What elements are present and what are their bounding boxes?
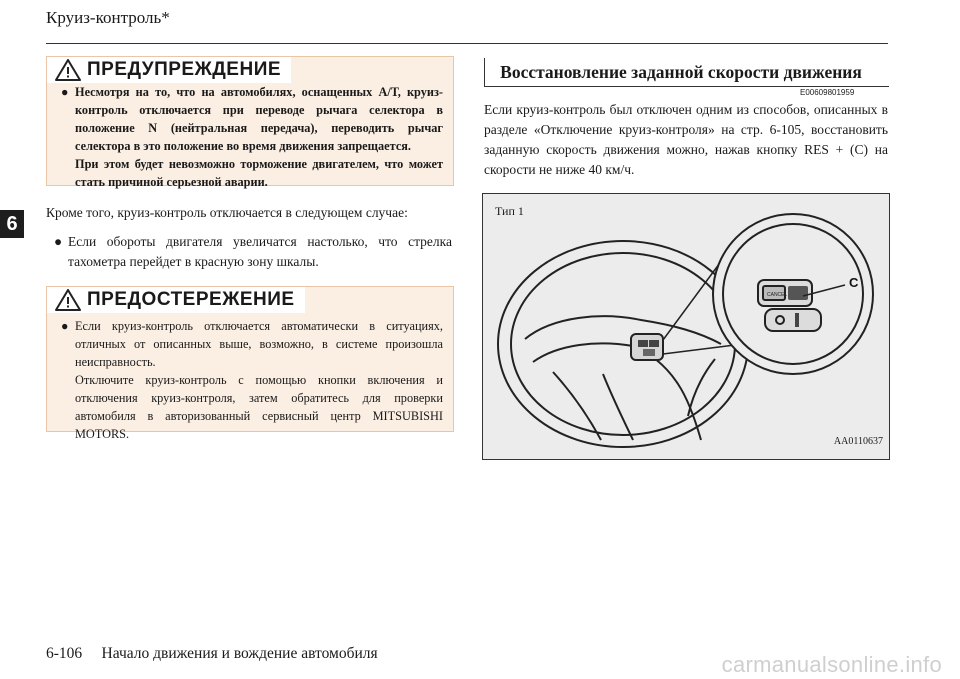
page-number: 6-106 [46, 645, 83, 662]
caution-paragraph-1: Если круиз-контроль отключается автоматически в ситуациях, отличных от описанных выше, возможно, в системе произошла неисправность. [75, 319, 443, 369]
section-heading-box [484, 58, 889, 87]
caution-triangle-icon [55, 289, 81, 311]
section-code: E00609801959 [800, 88, 855, 97]
bullet-icon: ● [61, 85, 69, 99]
warning-triangle-icon [55, 59, 81, 81]
body-bullet-text: Если обороты двигателя увеличатся настолько, что стрелка тахометра перейдет в красную зону шкалы. [68, 234, 452, 269]
header-divider [46, 43, 888, 44]
cancel-button-label: CANCEL [767, 292, 788, 298]
section-title: Восстановление заданной скорости движения [500, 62, 862, 82]
warning-header [47, 57, 291, 83]
bullet-icon: ● [54, 234, 63, 249]
steering-wheel-illustration [483, 194, 889, 459]
caution-box [46, 286, 454, 441]
section-paragraph: Если круиз-контроль был отключен одним из способов, описанных в разделе «Отключение круиз-контроля» на стр. 6-105, восстановить заданную скорость движения можно, нажав кнопку RES + (C) на скорости не ниже 40 км/ч. [484, 102, 888, 177]
chapter-name: Начало движения и вождение автомобиля [101, 645, 378, 662]
figure-type-label: Тип 1 [495, 204, 524, 218]
caution-title: ПРЕДОСТЕРЕЖЕНИЕ [87, 289, 295, 310]
header-title: Круиз-контроль* [46, 8, 170, 27]
figure-code: AA0110637 [833, 436, 883, 447]
warning-title: ПРЕДУПРЕЖДЕНИЕ [87, 59, 282, 80]
warning-body [61, 83, 443, 191]
chapter-tab: 6 [0, 210, 24, 238]
body-paragraph: Кроме того, круиз-контроль отключается в следующем случае: [46, 205, 408, 220]
caution-body [61, 317, 443, 443]
watermark: carmanualsonline.info [721, 652, 942, 677]
warning-box [46, 56, 454, 189]
caution-header [47, 287, 305, 313]
bullet-icon: ● [61, 319, 69, 333]
body-bullet-item [54, 232, 452, 272]
warning-paragraph-2: При этом будет невозможно торможение двигателем, что может стать причиной серьезной аварии. [75, 157, 443, 189]
warning-paragraph-1: Несмотря на то, что на автомобилях, оснащенных А/Т, круиз-контроль отключается при переводе рычага селектора в положение N (нейтральная передача), переводить рычаг селектора в это положение во время движения запрещается. [75, 85, 443, 153]
page-footer [46, 645, 378, 663]
caution-paragraph-2: Отключите круиз-контроль с помощью кнопки включения и отключения круиз-контроля, затем обратитесь для проверки автомобиля в авторизованный сервисный центр MITSUBISHI MOTORS. [75, 373, 443, 441]
callout-c-label: C [849, 275, 859, 290]
steering-wheel-figure [482, 193, 890, 460]
